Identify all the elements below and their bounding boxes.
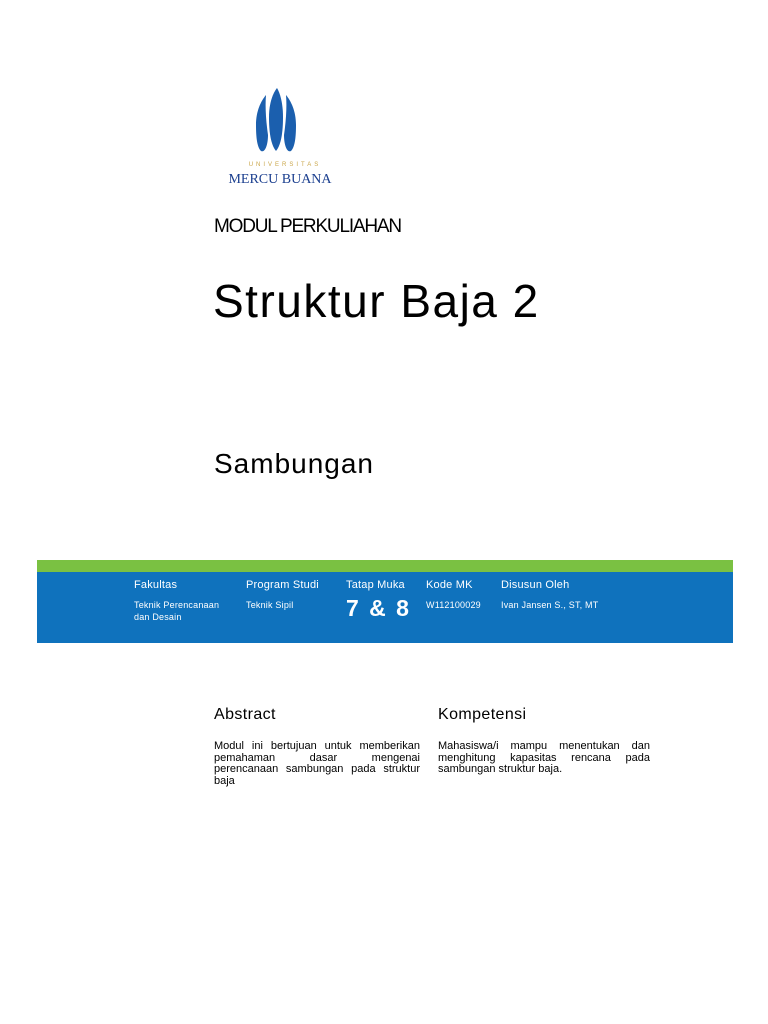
fakultas-value-line1: Teknik Perencanaan: [134, 600, 220, 610]
disusun-oleh-value: Ivan Jansen S., ST, MT: [501, 600, 599, 610]
kompetensi-heading: Kompetensi: [438, 706, 527, 723]
fakultas-column: [134, 579, 219, 623]
tatap-muka-value: 7 & 8: [346, 595, 411, 621]
logo-name: MERCU BUANA: [228, 172, 332, 187]
program-studi-label: Program Studi: [246, 579, 319, 591]
fakultas-value: [134, 599, 219, 623]
tatap-muka-label: Tatap Muka: [346, 579, 405, 591]
page-title: Struktur Baja 2: [213, 275, 540, 327]
abstract-heading: Abstract: [214, 706, 276, 723]
fakultas-label: Fakultas: [134, 579, 178, 591]
kode-mk-value: W112100029: [426, 600, 481, 610]
info-bar-accent: [37, 560, 733, 572]
tatap-muka-column: [346, 579, 411, 622]
logo-subtitle: UNIVERSITAS: [248, 162, 322, 168]
flame-emblem-icon: [253, 87, 299, 159]
abstract-text: Modul ini bertujuan untuk memberikan pemahaman dasar mengenai perencanaan sambungan pada struktur baja: [214, 740, 420, 787]
disusun-oleh-label: Disusun Oleh: [501, 579, 570, 591]
kode-mk-label: Kode MK: [426, 579, 473, 591]
university-logo: [213, 85, 343, 195]
program-studi-column: [246, 579, 319, 611]
page-subtitle: Sambungan: [214, 448, 375, 479]
fakultas-value-line2: dan Desain: [134, 612, 182, 622]
modul-label: MODUL PERKULIAHAN: [214, 216, 401, 237]
program-studi-value: Teknik Sipil: [246, 600, 294, 610]
kode-mk-column: [426, 579, 481, 611]
kompetensi-text: Mahasiswa/i mampu menentukan dan menghitung kapasitas rencana pada sambungan struktur baja.: [438, 740, 650, 775]
disusun-oleh-column: [501, 579, 598, 611]
